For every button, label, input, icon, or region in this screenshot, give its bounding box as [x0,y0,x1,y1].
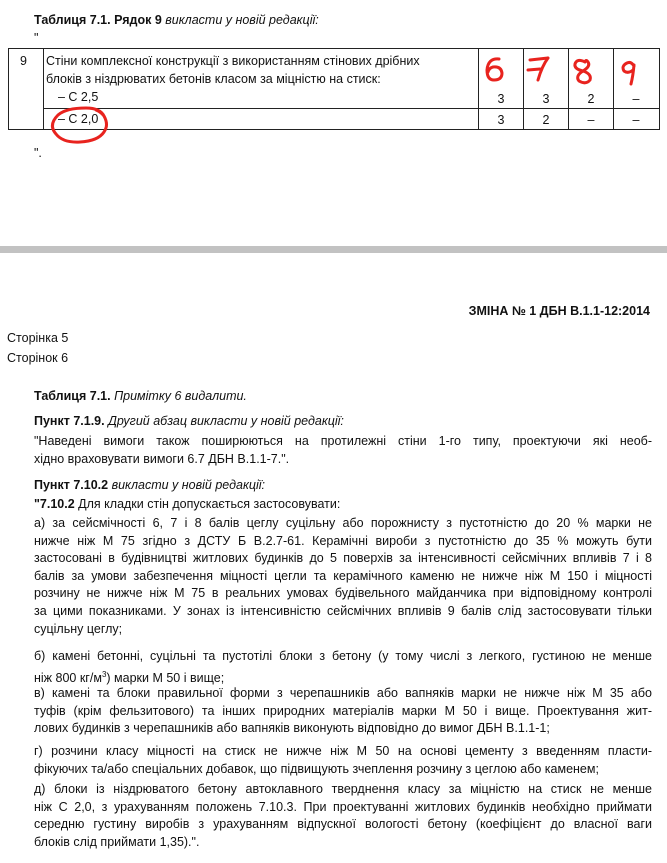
item-b: б) камені бетонні, суцільні та пустотілі блоки з бетону (у тому числі з легкого, густиною не менше ніж 800 $кг/м^3$) марки М 50 і вище; [34,649,652,685]
replacement-table [8,48,660,130]
clause-7102-intro: "7.10.2 Для кладки стін допускається застосовувати: [34,497,341,511]
amendment-heading [34,13,319,27]
clause-719-text: "Наведені вимоги також поширюються на протилежні стіни 1-го типу, проектуючи які необ- хідно враховувати вимоги 6.7 ДБН В.1.1-7.". [34,434,652,466]
table71-note: Таблиця 7.1. Примітку 6 видалити. [34,389,247,403]
heading-italic: викласти у новій редакції: [161,13,319,27]
page-count: Сторінок 6 [7,351,69,365]
table-cell: 3 [542,92,550,106]
table-cell: – [587,113,595,127]
table-cell: 2 [587,92,595,106]
page-number: Сторінка 5 [7,331,69,345]
item-v: в) камені та блоки правильної форми з черепашників або вапняків марки не нижче ніж М 35 або туфів (крім фельзитового) та інших природних матеріалів марки М 50 і вище. Проектування жит- лових будинків з черепашників або вапняків виконують відповідно до вимог ДБН В.1.1-1; [34,686,652,736]
item-a: а) за сейсмічності 6, 7 і 8 балів цеглу суцільну або порожнисту з пустотністю до 20 % марки не нижче ніж М 75 згідно з ДСТУ Б В.2.7-61. Керамічні вироби з пустотністю до 35 % можуть бути застосовані в будівництві житлових будинків до 5 поверхів за інтенсивності сейсмічних впливів 7 і 8 балів за умови забезпечення міцності цегли та керамічного каменю не нижче ніж М 150 і міцності розчину не нижче ніж М 75 в реальних умовах будівельного майданчика при відповідному контролі за цими показниками. У зонах із інтенсивністю сейсмічних впливів 9 балів слід застосовувати тільки суцільну цеглу; [34,516,652,636]
open-quote: " [34,31,39,45]
row-description-line2: блоків з ніздрюватих бетонів класом за міцністю на стиск: [46,72,381,86]
item-g: г) розчини класу міцності на стиск не нижче ніж М 50 на основі цементу з введенням пласти- фікуючих та/або спеціальних добавок, що підвищують зчеплення розчину з цеглою або каменем; [34,744,652,776]
clause-719-heading: Пункт 7.1.9. Другий абзац викласти у новій редакції: [34,414,344,428]
table-cell: 3 [497,92,505,106]
table-cell: – [632,92,640,106]
subrow-label: – С 2,0 [58,112,99,126]
subrow-label: – С 2,5 [58,90,99,104]
close-quote: ". [34,146,42,160]
table-cell: 3 [497,113,505,127]
heading-bold: Таблиця 7.1. Рядок 9 [34,13,162,27]
table-cell: 2 [542,113,550,127]
amendment-title: ЗМІНА № 1 ДБН В.1.1-12:2014 [468,304,650,318]
table-cell: – [632,113,640,127]
row-description-line1: Стіни комплексної конструкції з використанням стінових дрібних [46,54,420,68]
clause-7102-heading: Пункт 7.10.2 викласти у новій редакції: [34,478,266,492]
row-number: 9 [20,54,27,68]
page-separator [0,246,667,253]
item-d: д) блоки із ніздрюватого бетону автоклавного тверднення класу за міцністю на стиск не менше ніж С 2,0, з урахуванням положень 7.10.3. При проектуванні житлових будинків необхідно приймати середню густину виробів з урахуванням відпускної вологості бетону (коефіцієнт до власної ваги блоків слід приймати 1,35).". [34,782,652,849]
